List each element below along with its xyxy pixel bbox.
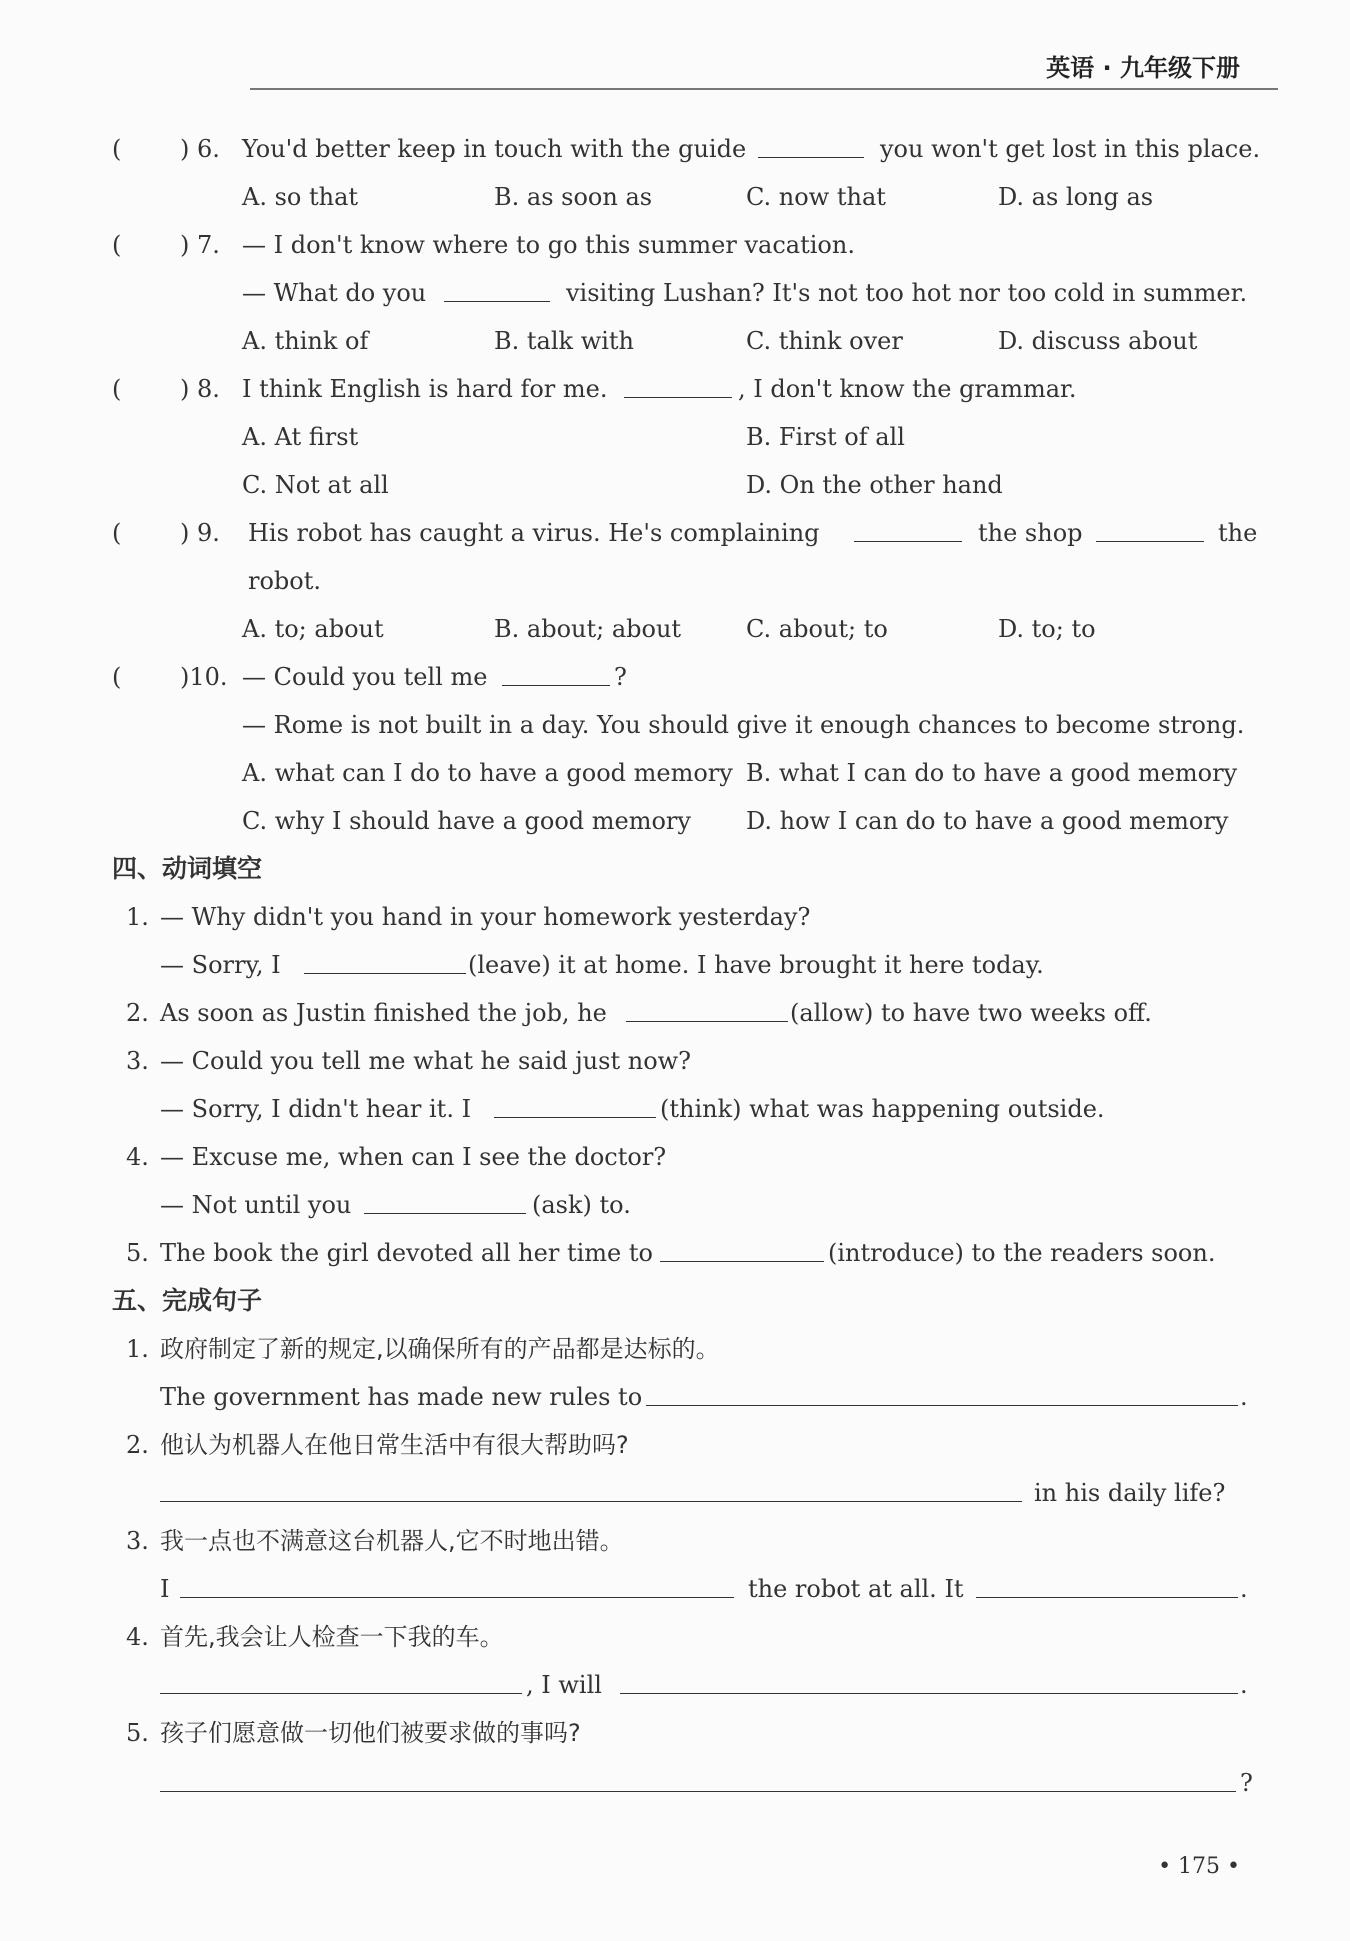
question-7-options xyxy=(0,323,1350,359)
answer-blank[interactable] xyxy=(444,275,550,302)
answer-blank[interactable] xyxy=(494,1091,656,1118)
dialogue-line: — What do you xyxy=(242,279,427,307)
dialogue-line: — Excuse me, when can I see the doctor? xyxy=(160,1143,667,1171)
question-stem: You'd better keep in touch with the guide xyxy=(242,135,747,163)
question-stem-end: you won't get lost in this place. xyxy=(880,135,1261,163)
verb-item-1-line-2 xyxy=(0,947,1350,983)
answer-line[interactable] xyxy=(160,1765,1236,1792)
option-b: B. as soon as xyxy=(494,183,653,211)
option-a: A. think of xyxy=(242,327,369,355)
sentence-item-5-chinese xyxy=(0,1715,1350,1751)
verb-item-1 xyxy=(0,899,1350,935)
section-4-title: 四、动词填空 xyxy=(112,854,263,883)
answer-blank[interactable] xyxy=(626,995,788,1022)
dialogue-line: — Why didn't you hand in your homework yesterday? xyxy=(160,903,811,931)
option-c: C. think over xyxy=(746,327,903,355)
verb-item-4 xyxy=(0,1139,1350,1175)
answer-blank[interactable] xyxy=(304,947,466,974)
answer-blank[interactable] xyxy=(660,1235,824,1262)
sentence-item-5-english xyxy=(0,1765,1350,1801)
english-stem-end: in his daily life? xyxy=(1034,1479,1226,1507)
answer-blank-1[interactable] xyxy=(854,515,962,542)
option-b: B. what I can do to have a good memory xyxy=(746,759,1238,787)
sentence-end-punct: . xyxy=(1240,1383,1248,1411)
question-stem-word: the shop xyxy=(978,519,1083,547)
sentence-end-punct: . xyxy=(1240,1671,1248,1699)
item-text-end: (introduce) to the readers soon. xyxy=(828,1239,1216,1267)
answer-line-2[interactable] xyxy=(976,1571,1238,1598)
option-d: D. how I can do to have a good memory xyxy=(746,807,1229,835)
sentence-item-2-chinese xyxy=(0,1427,1350,1463)
english-stem: I xyxy=(160,1575,170,1603)
page-number: • 175 • xyxy=(1158,1854,1240,1879)
item-number: 2. xyxy=(126,999,149,1027)
option-a: A. so that xyxy=(242,183,359,211)
answer-blank-2[interactable] xyxy=(1096,515,1204,542)
question-9-line-2 xyxy=(0,563,1350,599)
question-stem-word: the xyxy=(1218,519,1258,547)
english-stem: The government has made new rules to xyxy=(160,1383,643,1411)
option-d: D. discuss about xyxy=(998,327,1198,355)
dialogue-line-end: (leave) it at home. I have brought it here today. xyxy=(468,951,1044,979)
question-8-options-row-2 xyxy=(0,467,1350,503)
item-text-end: (allow) to have two weeks off. xyxy=(790,999,1152,1027)
option-a: A. what can I do to have a good memory xyxy=(242,759,733,787)
item-number: 3. xyxy=(126,1047,149,1075)
chinese-prompt: 孩子们愿意做一切他们被要求做的事吗? xyxy=(160,1719,581,1747)
dialogue-line: — Sorry, I xyxy=(160,951,281,979)
verb-item-4-line-2 xyxy=(0,1187,1350,1223)
dialogue-line-end: visiting Lushan? It's not too hot nor too cold in summer. xyxy=(566,279,1248,307)
dialogue-line: — Could you tell me what he said just now? xyxy=(160,1047,692,1075)
sentence-item-3-chinese xyxy=(0,1523,1350,1559)
question-6-options xyxy=(0,179,1350,215)
verb-item-5 xyxy=(0,1235,1350,1271)
option-a: A. At first xyxy=(242,423,359,451)
question-10 xyxy=(0,659,1350,695)
item-number: 3. xyxy=(126,1527,149,1555)
question-10-options-row-1 xyxy=(0,755,1350,791)
dialogue-line: — Sorry, I didn't hear it. I xyxy=(160,1095,472,1123)
answer-blank[interactable] xyxy=(624,371,732,398)
dialogue-line: — Rome is not built in a day. You should give it enough chances to become strong. xyxy=(242,711,1245,739)
answer-paren-open: ( xyxy=(112,519,122,547)
item-number: 4. xyxy=(126,1623,149,1651)
question-stem-end: robot. xyxy=(248,567,322,595)
header-rule xyxy=(250,88,1278,90)
question-stem: I think English is hard for me. xyxy=(242,375,608,403)
verb-item-3 xyxy=(0,1043,1350,1079)
sentence-item-1-english xyxy=(0,1379,1350,1415)
header-title: 英语 · 九年级下册 xyxy=(1046,54,1240,82)
answer-line-1[interactable] xyxy=(180,1571,734,1598)
english-stem-middle: , I will xyxy=(526,1671,602,1699)
section-5-title: 五、完成句子 xyxy=(112,1286,263,1315)
dialogue-line: — Not until you xyxy=(160,1191,352,1219)
question-8 xyxy=(0,371,1350,407)
option-d: D. On the other hand xyxy=(746,471,1003,499)
question-number: ) 7. xyxy=(180,231,220,259)
verb-item-2 xyxy=(0,995,1350,1031)
question-8-options-row-1 xyxy=(0,419,1350,455)
answer-line-2[interactable] xyxy=(620,1667,1238,1694)
answer-line[interactable] xyxy=(160,1475,1022,1502)
option-d: D. to; to xyxy=(998,615,1096,643)
question-9-options xyxy=(0,611,1350,647)
answer-blank[interactable] xyxy=(502,659,610,686)
question-number: ) 6. xyxy=(180,135,220,163)
option-c: C. now that xyxy=(746,183,886,211)
chinese-prompt: 政府制定了新的规定,以确保所有的产品都是达标的。 xyxy=(160,1335,720,1363)
sentence-item-2-english xyxy=(0,1475,1350,1511)
question-10-line-2 xyxy=(0,707,1350,743)
answer-blank[interactable] xyxy=(364,1187,526,1214)
chinese-prompt: 他认为机器人在他日常生活中有很大帮助吗? xyxy=(160,1431,629,1459)
option-b: B. about; about xyxy=(494,615,682,643)
item-number: 1. xyxy=(126,1335,149,1363)
sentence-end-punct: ? xyxy=(1240,1769,1253,1797)
dialogue-line-end: (think) what was happening outside. xyxy=(660,1095,1105,1123)
option-a: A. to; about xyxy=(242,615,384,643)
question-number: ) 9. xyxy=(180,519,220,547)
sentence-item-3-english xyxy=(0,1571,1350,1607)
answer-paren-open: ( xyxy=(112,375,122,403)
sentence-item-1-chinese xyxy=(0,1331,1350,1367)
question-stem: His robot has caught a virus. He's complaining xyxy=(248,519,820,547)
chinese-prompt: 首先,我会让人检查一下我的车。 xyxy=(160,1623,504,1651)
dialogue-line: — Could you tell me xyxy=(242,663,488,691)
question-number: ) 8. xyxy=(180,375,220,403)
answer-paren-open: ( xyxy=(112,663,122,691)
question-10-options-row-2 xyxy=(0,803,1350,839)
chinese-prompt: 我一点也不满意这台机器人,它不时地出错。 xyxy=(160,1527,624,1555)
answer-paren-open: ( xyxy=(112,135,122,163)
option-c: C. Not at all xyxy=(242,471,389,499)
option-c: C. why I should have a good memory xyxy=(242,807,691,835)
question-stem-end: , I don't know the grammar. xyxy=(738,375,1077,403)
item-number: 5. xyxy=(126,1719,149,1747)
answer-line-1[interactable] xyxy=(160,1667,522,1694)
item-text: As soon as Justin finished the job, he xyxy=(160,999,607,1027)
english-stem-middle: the robot at all. It xyxy=(748,1575,964,1603)
sentence-item-4-chinese xyxy=(0,1619,1350,1655)
answer-blank[interactable] xyxy=(758,131,864,158)
question-7-line-2 xyxy=(0,275,1350,311)
item-number: 2. xyxy=(126,1431,149,1459)
question-6 xyxy=(0,131,1350,167)
question-number: )10. xyxy=(180,663,228,691)
question-9 xyxy=(0,515,1350,551)
verb-item-3-line-2 xyxy=(0,1091,1350,1127)
dialogue-line-end: (ask) to. xyxy=(532,1191,631,1219)
dialogue-line-end: ? xyxy=(614,663,627,691)
option-b: B. First of all xyxy=(746,423,905,451)
item-number: 4. xyxy=(126,1143,149,1171)
answer-paren-open: ( xyxy=(112,231,122,259)
sentence-end-punct: . xyxy=(1240,1575,1248,1603)
sentence-item-4-english xyxy=(0,1667,1350,1703)
item-number: 5. xyxy=(126,1239,149,1267)
option-c: C. about; to xyxy=(746,615,888,643)
question-7 xyxy=(0,227,1350,263)
item-number: 1. xyxy=(126,903,149,931)
option-d: D. as long as xyxy=(998,183,1154,211)
dialogue-line: — I don't know where to go this summer vacation. xyxy=(242,231,855,259)
item-text: The book the girl devoted all her time to xyxy=(160,1239,653,1267)
option-b: B. talk with xyxy=(494,327,635,355)
answer-line[interactable] xyxy=(646,1379,1238,1406)
